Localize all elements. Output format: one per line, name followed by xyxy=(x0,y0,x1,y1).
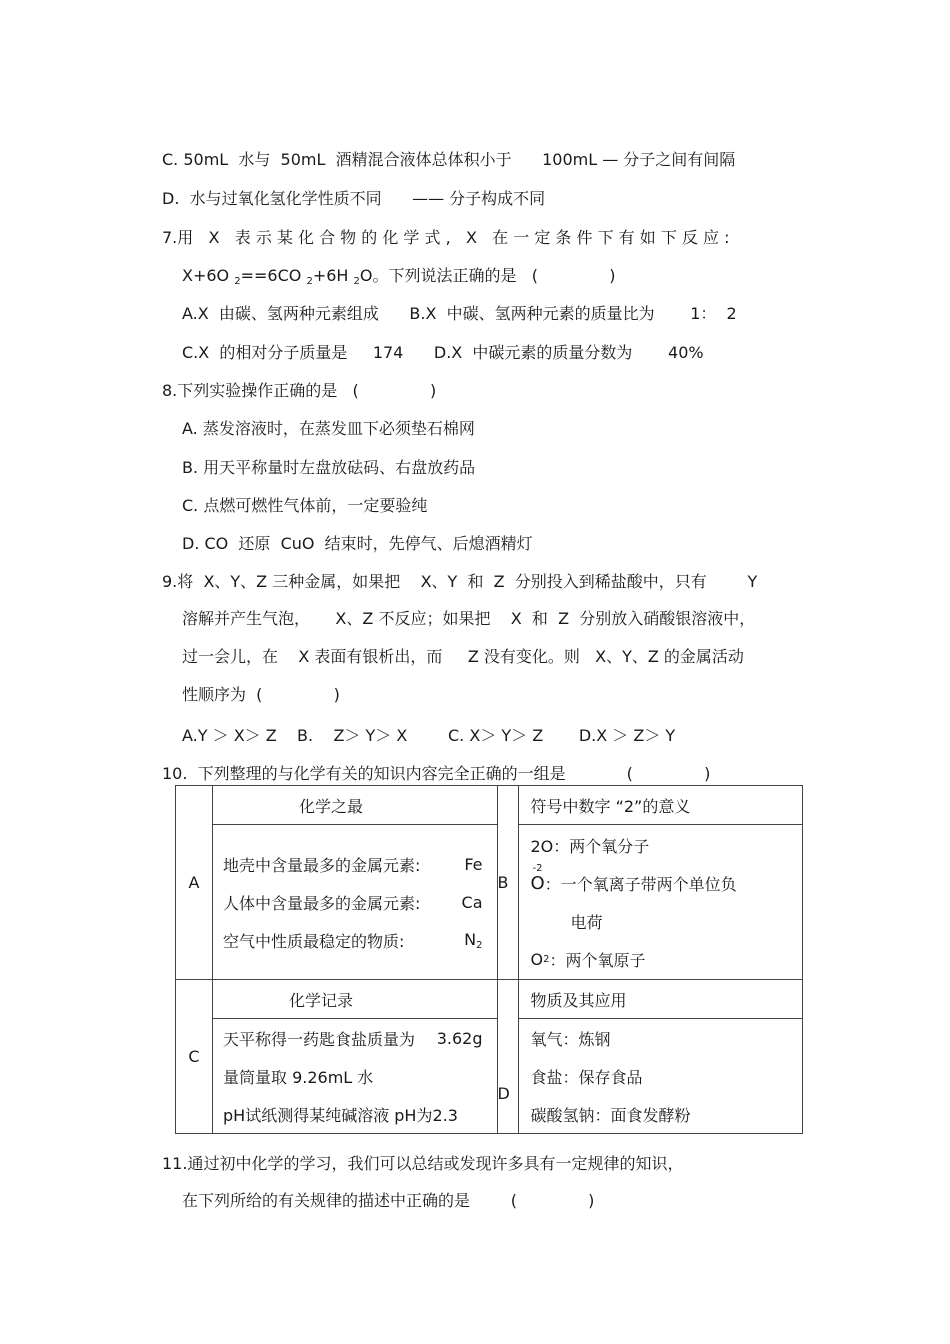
q7-stem: 7.用 X 表 示 某 化 合 物 的 化 学 式 , X 在 一 定 条 件 下 有 如 下 反 应 : xyxy=(162,228,730,247)
q8-option-a: A. 蒸发溶液时，在蒸发皿下必须垫石棉网 xyxy=(182,419,475,438)
row-a-3: 空气中性质最稳定的物质: $N_2$ xyxy=(223,929,483,951)
row-c-3: pH试纸测得某纯碱溶液 pH为2.3 xyxy=(223,1105,458,1125)
row-d-3: 碳酸氢钠：面食发酵粉 xyxy=(530,1105,691,1125)
cell-title-a: 化学之最 xyxy=(213,786,498,825)
oxide-ion-symbol: -2 O xyxy=(530,862,545,894)
q9-line-4: 性顺序为 ( ) xyxy=(182,685,340,704)
q8-option-d: D. CO 还原 CuO 结束时，先停气、后熄酒精灯 xyxy=(182,534,533,553)
q9-line-1: 9.将 X、Y、Z 三种金属，如果把 X、Y 和 Z 分别投入到稀盐酸中，只有 Y xyxy=(162,572,758,591)
q9-line-3: 过一会儿，在 X 表面有银析出，而 Z 没有变化。则 X、Y、Z 的金属活动 xyxy=(182,647,744,666)
cell-label-b: B xyxy=(497,786,518,980)
row-a-1: 地壳中含量最多的金属元素: Fe xyxy=(223,854,483,875)
row-b-2: -2 O ：一个氧离子带两个单位负 xyxy=(530,862,737,894)
row-c-1: 天平称得一药匙食盐质量为 3.62g xyxy=(223,1028,483,1049)
q10-knowledge-table xyxy=(175,785,803,1134)
cell-label-a: A xyxy=(176,786,213,980)
q9-options: A.Y ＞ X＞ Z B. Z＞ Y＞ X C. X＞ Y＞ Z D.X ＞ Z＞ Y xyxy=(182,726,676,745)
row-b-2b: 电荷 xyxy=(570,912,603,932)
row-a-2: 人体中含量最多的金属元素: Ca xyxy=(223,892,483,913)
cell-content-c xyxy=(213,1019,498,1134)
cell-label-c: C xyxy=(176,980,213,1134)
q8-stem: 8.下列实验操作正确的是 ( ) xyxy=(162,381,437,400)
q9-line-2: 溶解并产生气泡， X、Z 不反应；如果把 X 和 Z 分别放入硝酸银溶液中， xyxy=(182,609,756,628)
row-d-2: 食盐：保存食品 xyxy=(530,1067,643,1087)
q11-line-1: 11.通过初中化学的学习，我们可以总结或发现许多具有一定规律的知识， xyxy=(162,1154,684,1173)
cell-title-d: 物质及其应用 xyxy=(518,980,803,1019)
row-b-3: O 2 ：两个氧原子 xyxy=(530,949,646,970)
cell-title-b: 符号中数字 “2”的意义 xyxy=(518,786,803,825)
q7-equation: X+6O $_2$==6CO $_2$+6H $_2$O。下列说法正确的是 ( ) xyxy=(182,266,616,287)
row-d-1: 氧气：炼钢 xyxy=(530,1029,611,1049)
q6-option-c: C. 50mL 水与 50mL 酒精混合液体总体积小于 100mL — 分子之间有间隔 xyxy=(162,150,736,169)
cell-label-d: D xyxy=(497,980,518,1134)
cell-title-c: 化学记录 xyxy=(213,980,498,1019)
cell-content-d xyxy=(518,1019,803,1134)
cell-content-a xyxy=(213,825,498,980)
q7-options-cd: C.X 的相对分子质量是 174 D.X 中碳元素的质量分数为 40% xyxy=(182,343,704,362)
q6-option-d: D. 水与过氧化氢化学性质不同 —— 分子构成不同 xyxy=(162,189,546,208)
q8-option-c: C. 点燃可燃性气体前，一定要验纯 xyxy=(182,496,428,515)
q7-options-ab: A.X 由碳、氢两种元素组成 B.X 中碳、氢两种元素的质量比为 1： 2 xyxy=(182,304,737,323)
q10-stem: 10. 下列整理的与化学有关的知识内容完全正确的一组是 ( ) xyxy=(162,764,711,783)
row-b-1: 2O：两个氧分子 xyxy=(530,836,650,856)
q11-line-2: 在下列所给的有关规律的描述中正确的是 ( ) xyxy=(182,1191,595,1210)
row-c-2: 量筒量取 9.26mL 水 xyxy=(223,1067,374,1087)
cell-content-b xyxy=(518,825,803,980)
q8-option-b: B. 用天平称量时左盘放砝码、右盘放药品 xyxy=(182,458,476,477)
